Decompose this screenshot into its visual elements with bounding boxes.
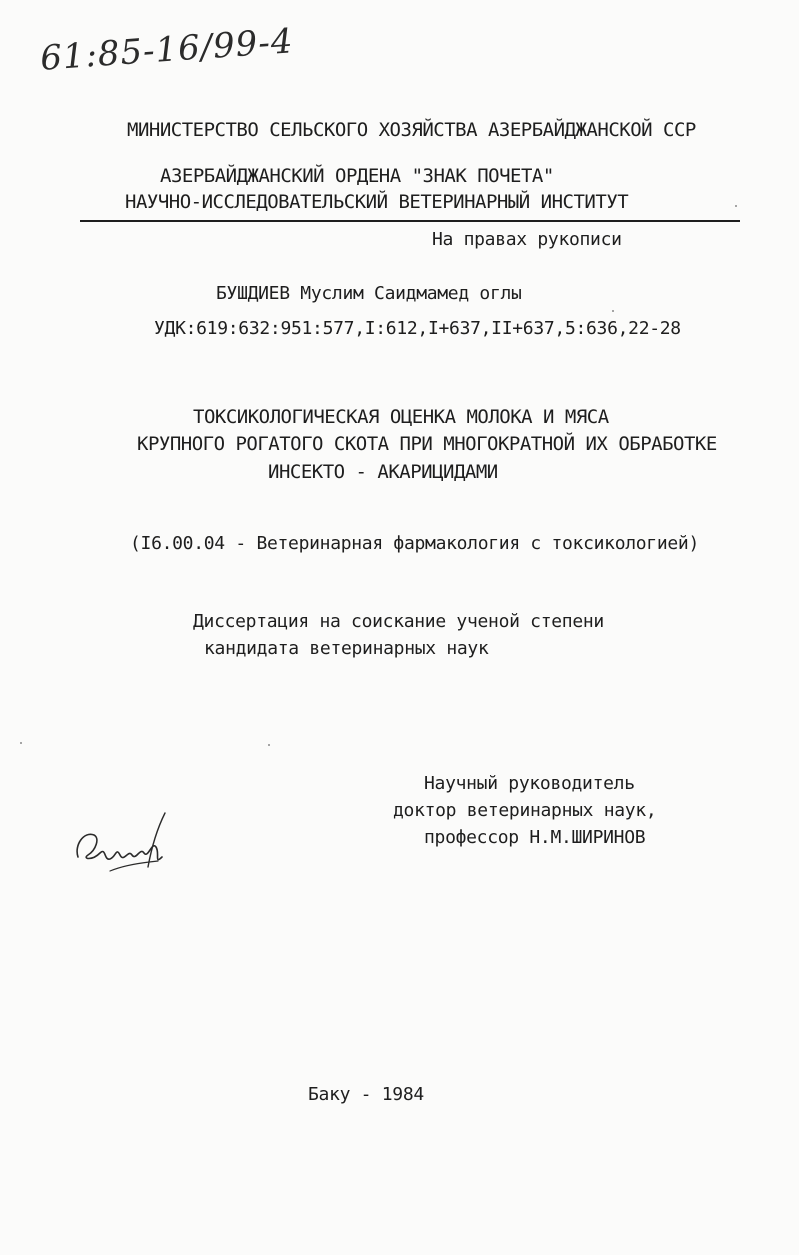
dissertation-degree-line2: кандидата ветеринарных наук (204, 638, 489, 659)
title-line-2: КРУПНОГО РОГАТОГО СКОТА ПРИ МНОГОКРАТНОЙ ИХ ОБРАБОТКЕ (137, 433, 717, 455)
institute-heading-line2: НАУЧНО-ИССЛЕДОВАТЕЛЬСКИЙ ВЕТЕРИНАРНЫЙ ИНСТИТУТ (125, 191, 629, 213)
paper-speck (20, 742, 22, 744)
title-line-3: ИНСЕКТО - АКАРИЦИДАМИ (268, 461, 498, 483)
dissertation-degree-line1: Диссертация на соискание ученой степени (193, 611, 604, 632)
author-signature (70, 805, 180, 880)
institute-heading-line1: АЗЕРБАЙДЖАНСКИЙ ОРДЕНА "ЗНАК ПОЧЕТА" (160, 165, 554, 187)
supervisor-degree: доктор ветеринарных наук, (393, 800, 657, 821)
author-name: БУШДИЕВ Муслим Саидмамед оглы (216, 283, 522, 304)
specialty-code: (I6.00.04 - Ветеринарная фармакология с токсикологией) (130, 533, 699, 554)
udc-code: УДК:619:632:951:577,I:612,I+637,II+637,5:636,22-28 (154, 318, 681, 339)
manuscript-rights-label: На правах рукописи (432, 229, 622, 250)
supervisor-title: Научный руководитель (424, 773, 635, 794)
city-and-year: Баку - 1984 (308, 1084, 424, 1105)
paper-speck (735, 205, 737, 207)
header-divider (80, 220, 740, 222)
title-line-1: ТОКСИКОЛОГИЧЕСКАЯ ОЦЕНКА МОЛОКА И МЯСА (193, 406, 609, 428)
ministry-heading: МИНИСТЕРСТВО СЕЛЬСКОГО ХОЗЯЙСТВА АЗЕРБАЙДЖАНСКОЙ ССР (127, 119, 696, 141)
paper-speck (612, 310, 614, 312)
archive-handwritten-mark: 61:85-16/99-4 (38, 21, 295, 79)
paper-speck (268, 744, 270, 746)
supervisor-name: профессор Н.М.ШИРИНОВ (424, 827, 646, 848)
